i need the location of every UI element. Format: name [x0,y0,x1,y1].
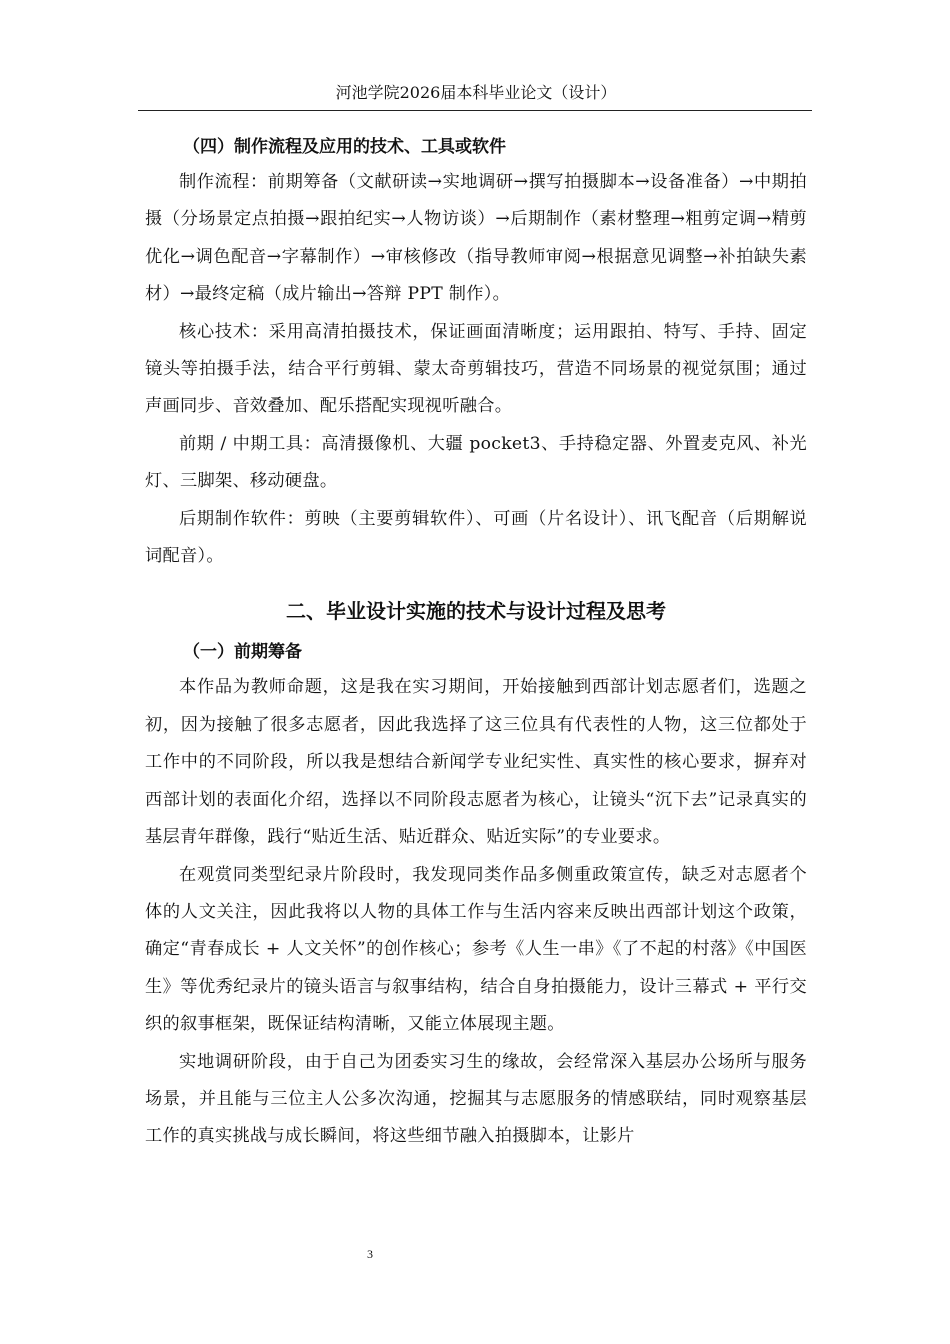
subsection-heading: （一）前期筹备 [183,642,302,663]
page-number: 3 [367,1247,373,1261]
paragraph: 实地调研阶段，由于自己为团委实习生的缘故，会经常深入基层办公场所与服务场景，并且能与三位主人公多次沟通，挖掘其与志愿服务的情感联结，同时观察基层工作的真实挑战与成长瞬间，将这些细节融入拍摄脚本，让影片 [145,1051,807,1147]
header-rule [138,110,812,111]
paragraph: 制作流程：前期筹备（文献研读→实地调研→撰写拍摄脚本→设备准备）→中期拍摄（分场景定点拍摄→跟拍纪实→人物访谈）→后期制作（素材整理→粗剪定调→精剪优化→调色配音→字幕制作）→审核修改（指导教师审阅→根据意见调整→补拍缺失素材）→最终定稿（成片输出→答辩 PPT 制作）。 [145,172,807,305]
running-header: 河池学院2026届本科毕业论文（设计） [335,83,617,102]
paragraph: 本作品为教师命题，这是我在实习期间，开始接触到西部计划志愿者们，选题之初，因为接触了很多志愿者，因此我选择了这三位具有代表性的人物，这三位都处于工作中的不同阶段，所以我是想结合新闻学专业纪实性、真实性的核心要求，摒弃对西部计划的表面化介绍，选择以不同阶段志愿者为核心，让镜头“沉下去”记录真实的基层青年群像，践行“贴近生活、贴近群众、贴近实际”的专业要求。 [145,677,807,848]
subsection-heading: （四）制作流程及应用的技术、工具或软件 [183,137,506,157]
paragraph: 前期 / 中期工具：高清摄像机、大疆 pocket3、手持稳定器、外置麦克风、补光灯、三脚架、移动硬盘。 [145,433,807,492]
paragraph: 后期制作软件：剪映（主要剪辑软件）、可画（片名设计）、讯飞配音（后期解说词配音）。 [145,508,807,567]
paragraph: 核心技术：采用高清拍摄技术，保证画面清晰度；运用跟拍、特写、手持、固定镜头等拍摄手法，结合平行剪辑、蒙太奇剪辑技巧，营造不同场景的视觉氛围；通过声画同步、音效叠加、配乐搭配实现视听融合。 [145,321,807,417]
paragraph: 在观赏同类型纪录片阶段时，我发现同类作品多侧重政策宣传，缺乏对志愿者个体的人文关注，因此我将以人物的具体工作与生活内容来反映出西部计划这个政策，确定“青春成长 + 人文关怀”的创作核心；参考《人生一串》《了不起的村落》《中国医生》等优秀纪录片的镜头语言与叙事结构，结合自身拍摄能力，设计三幕式 + 平行交织的叙事框架，既保证结构清晰，又能立体展现主题。 [145,864,807,1035]
section-heading: 二、毕业设计实施的技术与设计过程及思考 [286,599,666,624]
body-content [145,130,807,1156]
